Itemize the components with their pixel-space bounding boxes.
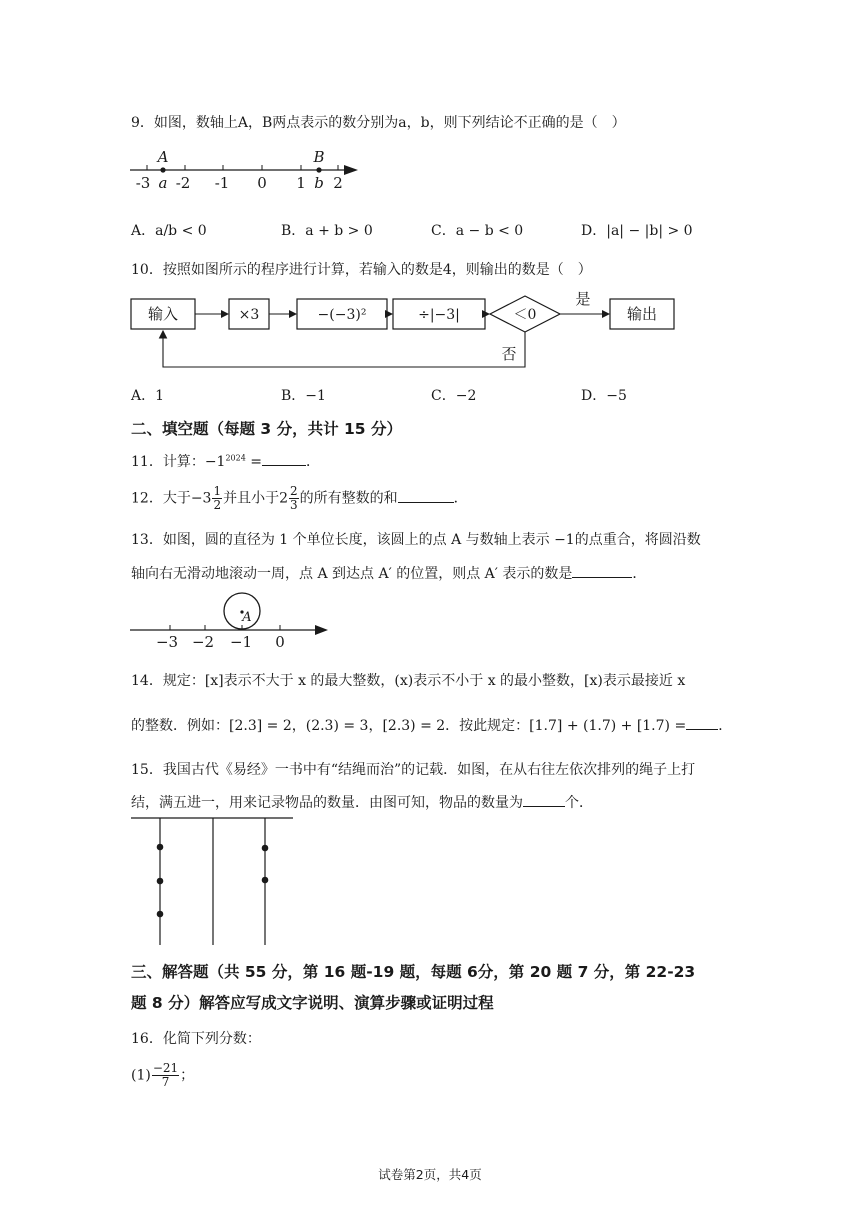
q9-option-a: A．a/b < 0: [131, 223, 207, 239]
q10-option-c: C．−2: [431, 388, 477, 404]
q11: 11．计算：$-1^{2024}$ = ．: [131, 453, 321, 470]
axis-arrow: [344, 165, 358, 175]
tick-label: −2: [191, 633, 215, 650]
tick-label: -3: [135, 174, 151, 192]
q9-option-b: B．a + b > 0: [281, 223, 373, 239]
flow-arrow-no: [163, 331, 525, 367]
q12-b-fraction: [289, 485, 299, 512]
q10-option-a: A．1: [131, 388, 165, 404]
output-label: 输出: [626, 305, 658, 323]
q10-stem: 10．按照如图所示的程序进行计算，若输入的数是4，则输出的数是（ ）: [131, 262, 592, 278]
frac-den: 2: [213, 498, 222, 512]
q14-answer-blank[interactable]: [686, 729, 718, 730]
point-b-label: B: [313, 148, 325, 166]
tick-label: −3: [155, 633, 179, 650]
tick-label: −1: [229, 633, 253, 650]
frac-den: 7: [161, 1075, 170, 1089]
section-2-title: 二、填空题（每题 3 分，共计 15 分）: [131, 420, 402, 438]
q9-number-line: [125, 146, 370, 196]
knot: [262, 877, 269, 884]
q11-eq: =: [245, 454, 263, 470]
frac-num: 2: [290, 484, 298, 498]
q13-line2-text: 轴向右无滑动地滚动一周，点 A 到达点 A′ 的位置，则点 A′ 表示的数是: [131, 566, 573, 582]
q16-part1: [131, 1062, 194, 1089]
q12-a-fraction: [212, 485, 222, 512]
q11-answer-blank[interactable]: [262, 465, 306, 466]
q16-fraction: [152, 1062, 179, 1089]
tick-label: 0: [257, 174, 267, 192]
tick-label: 0: [275, 633, 285, 650]
section-3-title-line1: 三、解答题（共 55 分，第 16 题-19 题，每题 6分，第 20 题 7 分，第 22-23: [131, 963, 696, 981]
minus-square-label: −(−3)²: [317, 307, 367, 323]
q14-line2-text: 的整数．例如：[2.3] = 2，(2.3) = 3，[2.3) = 2．按此规定：[1.7] + (1.7) + [1.7) =: [131, 718, 687, 734]
axis-arrow: [315, 625, 328, 635]
page-footer: 试卷第2页，共4页: [378, 1167, 482, 1182]
q15-line2: [131, 792, 593, 812]
q12-mid: 并且小于: [223, 490, 280, 507]
frac-num: −21: [152, 1061, 179, 1075]
q9-option-c: C．a − b < 0: [431, 223, 524, 239]
knot: [262, 845, 269, 852]
q16-end: ；: [180, 1067, 195, 1084]
point-a-var: a: [158, 174, 168, 192]
tick-label: -1: [214, 174, 230, 192]
q13-answer-blank[interactable]: [572, 577, 632, 578]
tick-label: -2: [175, 174, 191, 192]
q12-suffix: 的所有整数的和: [299, 490, 398, 507]
q13-figure: [125, 590, 335, 650]
q12-a-whole: −3: [190, 490, 212, 507]
q15-answer-blank[interactable]: [523, 806, 565, 807]
q13-line1: 13．如图，圆的直径为 1 个单位长度，该圆上的点 A 与数轴上表示 −1的点重合，将圆沿数: [131, 532, 701, 548]
tick-label: 2: [333, 174, 343, 192]
q12-prefix: 12．大于: [131, 490, 191, 507]
q15-line2-end: 个．: [565, 795, 593, 811]
q14-line1: 14．规定：[x]表示不大于 x 的最大整数，(x)表示不小于 x 的最小整数，[x)表示最接近 x: [131, 673, 686, 689]
q10-flowchart: [125, 285, 685, 370]
q14-line2: 的整数．例如：[2.3] = 2，(2.3) = 3，[2.3) = 2．按此规定：[1.7] + (1.7) + [1.7) = ．: [131, 718, 733, 734]
section-3-title-line2: 题 8 分）解答应写成文字说明、演算步骤或证明过程: [131, 994, 494, 1012]
q15-line2-text: 结，满五进一，用来记录物品的数量．由图可知，物品的数量为: [131, 795, 523, 811]
q9-stem: 9．如图，数轴上A，B两点表示的数分别为a，b，则下列结论不正确的是（ ）: [131, 115, 626, 131]
point-b-var: b: [314, 174, 324, 192]
q15-knot-rope-figure: [128, 815, 298, 947]
knot: [157, 911, 164, 918]
q12-b-whole: 2: [279, 490, 289, 507]
div-abs-label: ÷|−3|: [418, 307, 460, 323]
q11-expr: −1: [204, 454, 226, 470]
knot: [157, 844, 164, 851]
point-b: [316, 167, 321, 172]
input-label: 输入: [147, 305, 179, 323]
point-a-label: A: [157, 148, 169, 166]
no-label: 否: [501, 345, 517, 363]
q10-option-b: B．−1: [281, 388, 326, 404]
point-a: [160, 167, 165, 172]
q12-answer-blank[interactable]: [398, 502, 454, 503]
condition-label: ＜0: [513, 307, 537, 323]
frac-num: 1: [213, 484, 222, 498]
q9-option-d: D．|a| − |b| > 0: [581, 223, 693, 239]
point-a-label: A: [242, 610, 252, 625]
q15-line1: 15．我国古代《易经》一书中有“结绳而治”的记载．如图，在从右往左依次排列的绳子上打: [131, 762, 696, 778]
times3-label: ×3: [238, 307, 260, 323]
tick-label: 1: [296, 174, 306, 192]
q16-part1-label: (1): [131, 1067, 151, 1084]
yes-label: 是: [575, 290, 591, 308]
q11-prefix: 11．计算：: [131, 454, 205, 470]
frac-den: 3: [290, 498, 298, 512]
q10-option-d: D．−5: [581, 388, 627, 404]
q13-line2: 轴向右无滑动地滚动一周，点 A 到达点 A′ 的位置，则点 A′ 表示的数是 ．: [131, 566, 647, 582]
q16-stem: 16．化简下列分数：: [131, 1031, 261, 1047]
q12: 12．大于−3 $\frac{1}{2}$ 并且小于2 $\frac{2}{3}$ 的所有整数的和 ．: [131, 484, 468, 512]
knot: [157, 878, 164, 885]
q11-exponent: 2024: [225, 453, 246, 463]
